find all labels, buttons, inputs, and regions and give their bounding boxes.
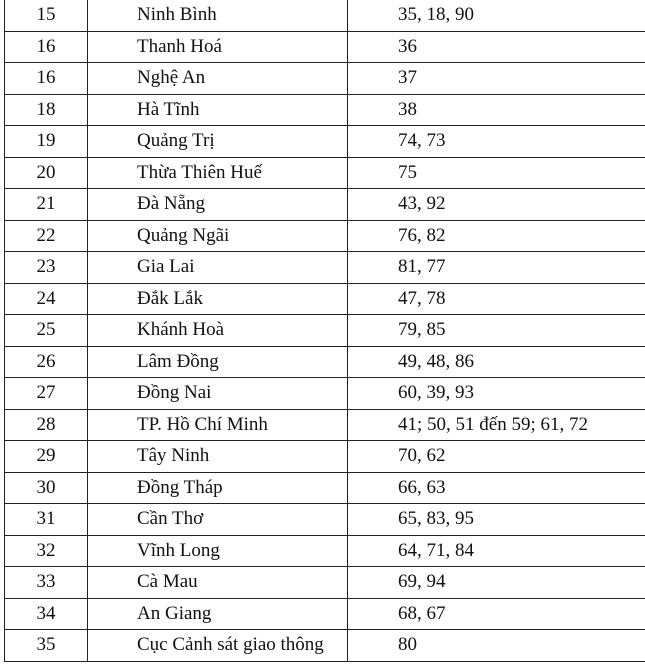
plate-codes: 41; 50, 51 đến 59; 61, 72 bbox=[348, 409, 645, 441]
plate-codes: 64, 71, 84 bbox=[348, 535, 645, 567]
province-name: TP. Hồ Chí Minh bbox=[88, 409, 348, 441]
plate-codes: 47, 78 bbox=[348, 283, 645, 315]
plate-codes: 43, 92 bbox=[348, 189, 645, 221]
plate-codes: 70, 62 bbox=[348, 441, 645, 473]
table-row bbox=[5, 630, 645, 662]
plate-codes: 49, 48, 86 bbox=[348, 346, 645, 378]
province-name: Lâm Đồng bbox=[88, 346, 348, 378]
row-number: 20 bbox=[5, 157, 88, 189]
province-name: Đà Nẵng bbox=[88, 189, 348, 221]
province-name: Thừa Thiên Huế bbox=[88, 157, 348, 189]
province-name: Đồng Tháp bbox=[88, 472, 348, 504]
province-name: Đồng Nai bbox=[88, 378, 348, 410]
row-number: 15 bbox=[5, 0, 88, 31]
province-name: Gia Lai bbox=[88, 252, 348, 284]
province-name: Thanh Hoá bbox=[88, 31, 348, 63]
province-name: Nghệ An bbox=[88, 63, 348, 95]
plate-codes: 66, 63 bbox=[348, 472, 645, 504]
table-row bbox=[5, 252, 645, 284]
table-row bbox=[5, 63, 645, 95]
row-number: 32 bbox=[5, 535, 88, 567]
plate-codes: 80 bbox=[348, 630, 645, 662]
plate-codes: 38 bbox=[348, 94, 645, 126]
province-name: Quảng Trị bbox=[88, 126, 348, 158]
table-row bbox=[5, 409, 645, 441]
table-row bbox=[5, 157, 645, 189]
row-number: 27 bbox=[5, 378, 88, 410]
license-plate-table bbox=[4, 0, 645, 662]
row-number: 25 bbox=[5, 315, 88, 347]
row-number: 26 bbox=[5, 346, 88, 378]
table-row bbox=[5, 283, 645, 315]
row-number: 22 bbox=[5, 220, 88, 252]
province-name: Quảng Ngãi bbox=[88, 220, 348, 252]
plate-codes: 75 bbox=[348, 157, 645, 189]
row-number: 30 bbox=[5, 472, 88, 504]
plate-codes: 69, 94 bbox=[348, 567, 645, 599]
table-body bbox=[5, 0, 645, 661]
table-row bbox=[5, 504, 645, 536]
plate-codes: 65, 83, 95 bbox=[348, 504, 645, 536]
province-name: Vĩnh Long bbox=[88, 535, 348, 567]
row-number: 23 bbox=[5, 252, 88, 284]
row-number: 31 bbox=[5, 504, 88, 536]
table-row bbox=[5, 441, 645, 473]
table-row bbox=[5, 315, 645, 347]
row-number: 29 bbox=[5, 441, 88, 473]
row-number: 19 bbox=[5, 126, 88, 158]
table-row bbox=[5, 598, 645, 630]
plate-codes: 81, 77 bbox=[348, 252, 645, 284]
table-row bbox=[5, 31, 645, 63]
row-number: 16 bbox=[5, 31, 88, 63]
province-name: Đắk Lắk bbox=[88, 283, 348, 315]
row-number: 35 bbox=[5, 630, 88, 662]
province-name: An Giang bbox=[88, 598, 348, 630]
table-row bbox=[5, 346, 645, 378]
row-number: 16 bbox=[5, 63, 88, 95]
province-name: Hà Tĩnh bbox=[88, 94, 348, 126]
table-row bbox=[5, 189, 645, 221]
table-row bbox=[5, 126, 645, 158]
table-row bbox=[5, 0, 645, 31]
table-row bbox=[5, 535, 645, 567]
row-number: 34 bbox=[5, 598, 88, 630]
row-number: 18 bbox=[5, 94, 88, 126]
province-name: Cục Cảnh sát giao thông bbox=[88, 630, 348, 662]
plate-codes: 60, 39, 93 bbox=[348, 378, 645, 410]
plate-codes: 37 bbox=[348, 63, 645, 95]
plate-codes: 76, 82 bbox=[348, 220, 645, 252]
table-row bbox=[5, 472, 645, 504]
plate-codes: 74, 73 bbox=[348, 126, 645, 158]
row-number: 21 bbox=[5, 189, 88, 221]
plate-codes: 35, 18, 90 bbox=[348, 0, 645, 31]
table-row bbox=[5, 567, 645, 599]
province-name: Cần Thơ bbox=[88, 504, 348, 536]
row-number: 28 bbox=[5, 409, 88, 441]
table-row bbox=[5, 220, 645, 252]
plate-codes: 79, 85 bbox=[348, 315, 645, 347]
table-row bbox=[5, 378, 645, 410]
row-number: 24 bbox=[5, 283, 88, 315]
row-number: 33 bbox=[5, 567, 88, 599]
province-name: Khánh Hoà bbox=[88, 315, 348, 347]
province-name: Tây Ninh bbox=[88, 441, 348, 473]
plate-codes: 36 bbox=[348, 31, 645, 63]
province-name: Cà Mau bbox=[88, 567, 348, 599]
table-row bbox=[5, 94, 645, 126]
plate-codes: 68, 67 bbox=[348, 598, 645, 630]
province-name: Ninh Bình bbox=[88, 0, 348, 31]
